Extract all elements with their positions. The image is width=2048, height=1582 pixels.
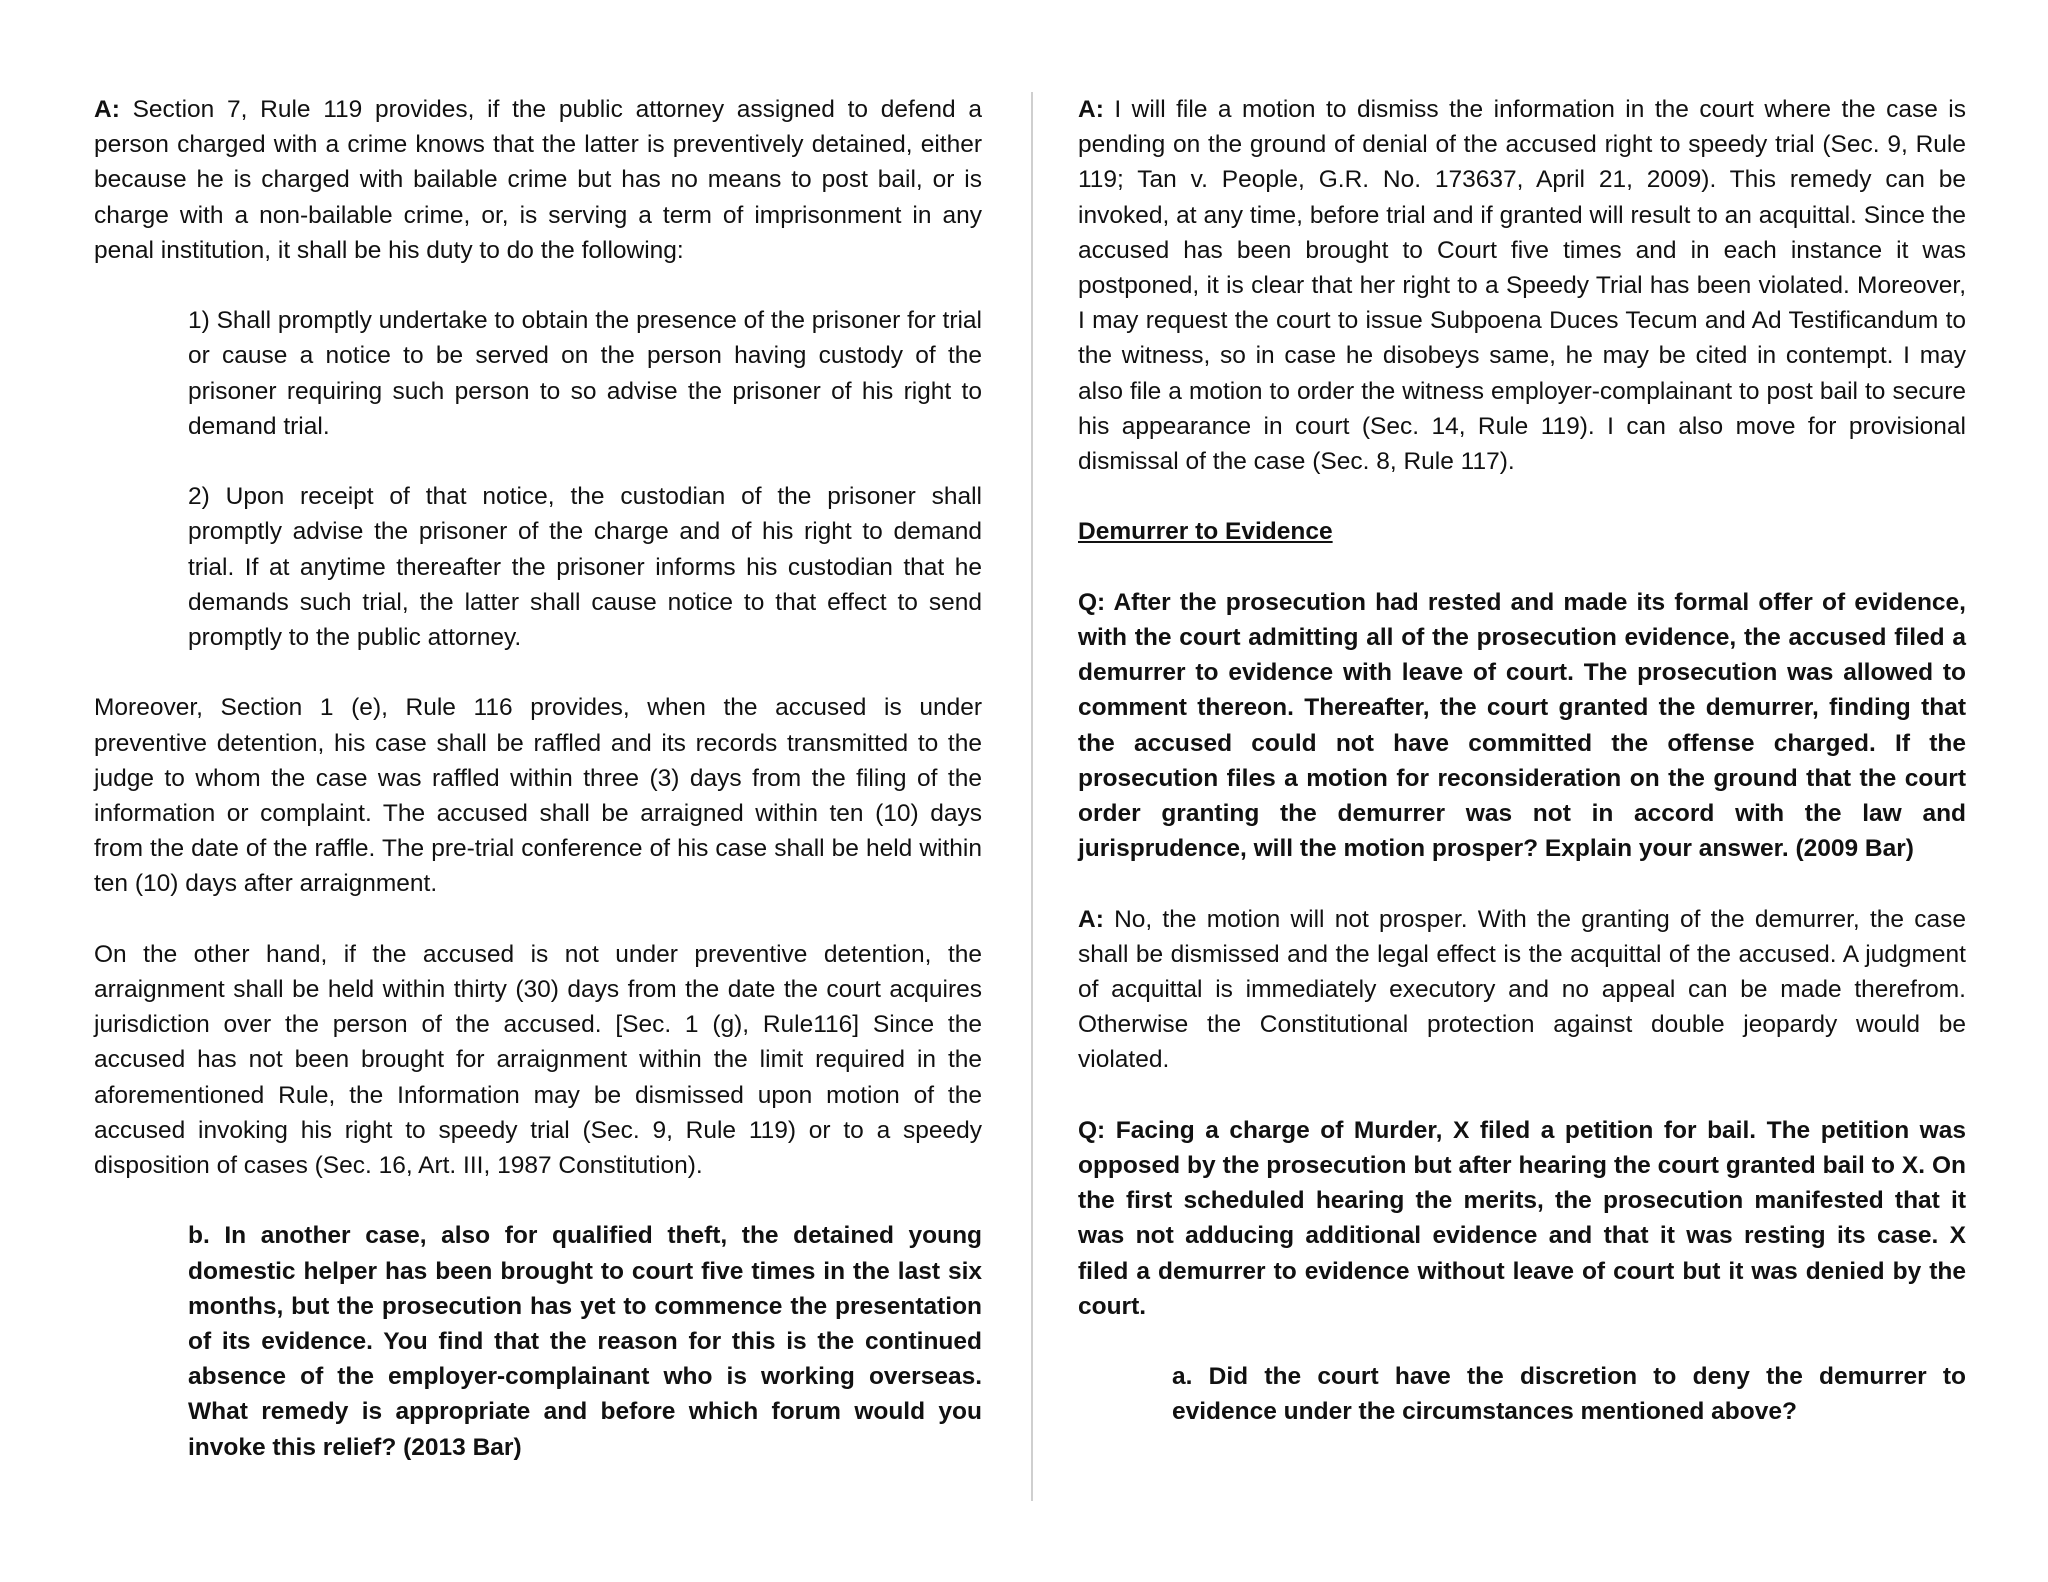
column-divider [1031,92,1033,1501]
answer-label: A: [1078,96,1104,123]
question-murder-a: a. Did the court have the discretion to deny the demurrer to evidence under the circumstances mentioned above? [1172,1363,1966,1426]
answer-label: A: [1078,905,1104,933]
section-heading: Demurrer to Evidence [1078,518,1333,546]
answer-2009-paragraph [1078,902,1966,1078]
paragraph-moreover: Moreover, Section 1 (e), Rule 116 provides, when the accused is under preventive detention, his case shall be raffled and its records transmitted to the judge to whom the case was raffled within three (3) days from the filing of the information or complaint. The accused shall be arraigned within ten (10) days from the date of the raffle. The pre-trial conference of his case shall be held within ten (10) days after arraignment. [94,694,982,898]
answer-b-paragraph [1078,92,1966,479]
question-b: b. In another case, also for qualified theft, the detained young domestic helper has been brought to court five times in the last six months, but the prosecution has yet to commence the presentation of its evidence. You find that the reason for this is the continued absence of the employer-complainant who is working overseas. What remedy is appropriate and before which forum would you invoke this relief? (2013 Bar) [188,1222,982,1461]
question-murder: Q: Facing a charge of Murder, X filed a petition for bail. The petition was opposed by the prosecution but after hearing the court granted bail to X. On the first scheduled hearing the merits, the prosecution manifested that it was not adducing additional evidence and that it was resting its case. X filed a demurrer to evidence without leave of court but it was denied by the court. [1078,1116,1966,1320]
question-2009: Q: After the prosecution had rested and made its formal offer of evidence, with the court admitting all of the prosecution evidence, the accused filed a demurrer to evidence with leave of court. The prosecution was allowed to comment thereon. Thereafter, the court granted the demurrer, finding that the accused could not have committed the offense charged. If the prosecution files a motion for reconsideration on the ground that the court order granting the demurrer was not in accord with the law and jurisprudence, will the motion prosper? Explain your answer. (2009 Bar) [1078,588,1966,863]
list-item-2: 2) Upon receipt of that notice, the custodian of the prisoner shall promptly advise the prisoner of the charge and of his right to demand trial. If at anytime thereafter the prisoner informs his custodian that he demands such trial, the latter shall cause notice to that effect to send promptly to the public attorney. [188,483,982,652]
answer-text: I will file a motion to dismiss the information in the court where the case is pending on the ground of denial of the accused right to speedy trial (Sec. 9, Rule 119; Tan v. People, G.R. No. 173637, April 21, 2009). This remedy can be invoked, at any time, before trial and if granted will result to an acquittal. Since the accused has been brought to Court five times and in each instance it was postponed, it is clear that her right to a Speedy Trial has been violated. Moreover, I may request the court to issue Subpoena Duces Tecum and Ad Testificandum to the witness, so in case he disobeys same, he may be cited in contempt. I may also file a motion to order the witness employer-complainant to post bail to secure his appearance in court (Sec. 14, Rule 119). I can also move for provisional dismissal of the case (Sec. 8, Rule 117). [1078,96,1966,476]
right-column [1078,92,1966,1465]
paragraph-other-hand: On the other hand, if the accused is not under preventive detention, the arraignment shall be held within thirty (30) days from the date the court acquires jurisdiction over the person of the accused. [Sec. 1 (g), Rule116] Since the accused has not been brought for arraignment within the limit required in the aforementioned Rule, the Information may be dismissed upon motion of the accused invoking his right to speedy trial (Sec. 9, Rule 119) or to a speedy disposition of cases (Sec. 16, Art. III, 1987 Constitution). [94,940,982,1180]
answer-text: No, the motion will not prosper. With the granting of the demurrer, the case shall be dismissed and the legal effect is the acquittal of the accused. A judgment of acquittal is immediately executory and no appeal can be made therefrom. Otherwise the Constitutional protection against double jeopardy would be violated. [1078,905,1966,1074]
answer-a-paragraph [94,92,982,268]
answer-text: Section 7, Rule 119 provides, if the public attorney assigned to defend a person charged with a crime knows that the latter is preventively detained, either because he is charged with bailable crime but has no means to post bail, or is charge with a non-bailable crime, or, is serving a term of imprisonment in any penal institution, it shall be his duty to do the following: [94,96,983,264]
answer-label: A: [94,96,120,123]
left-column [94,92,982,1500]
list-item-1: 1) Shall promptly undertake to obtain the presence of the prisoner for trial or cause a notice to be served on the person having custody of the prisoner requiring such person to so advise the prisoner of his right to demand trial. [188,307,982,440]
